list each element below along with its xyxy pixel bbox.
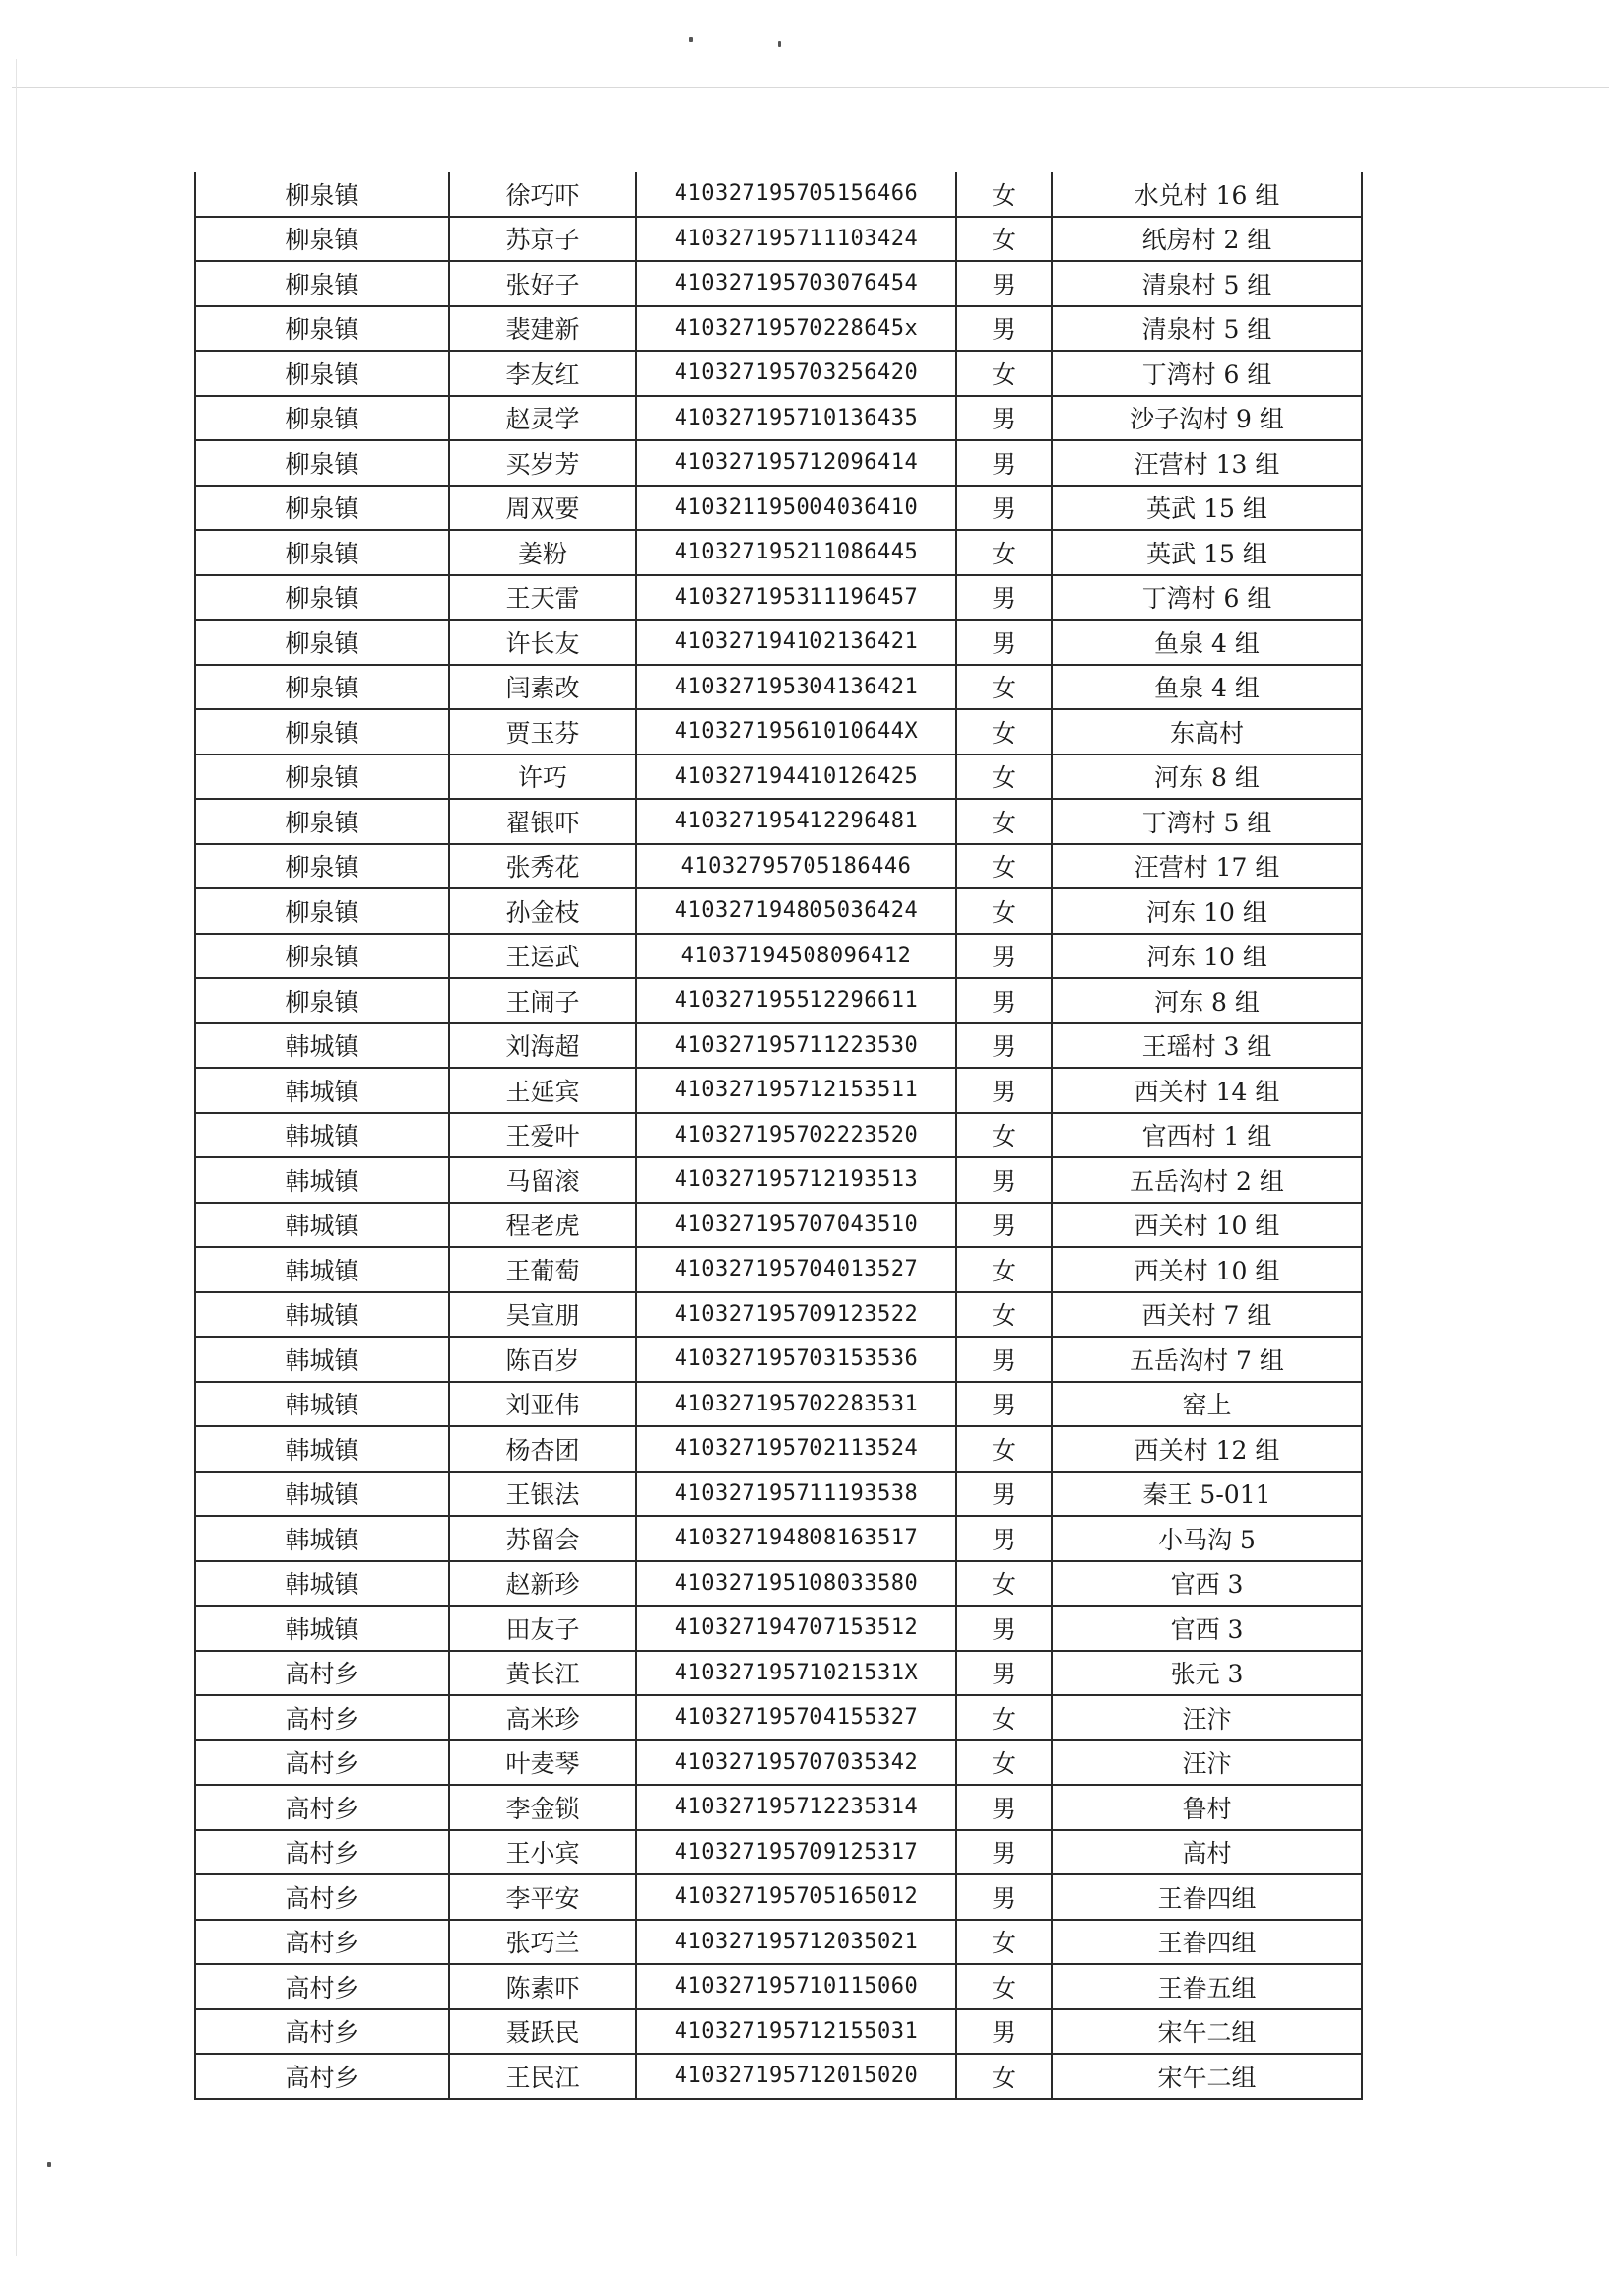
table-row — [195, 709, 1362, 754]
id-number-cell: 410327195705165012 — [636, 1874, 956, 1920]
sex-cell: 男 — [956, 486, 1052, 531]
name-cell: 赵新珍 — [449, 1561, 636, 1607]
id-number-cell: 410327195703153536 — [636, 1337, 956, 1382]
table-row — [195, 172, 1362, 217]
table-row — [195, 1874, 1362, 1920]
table-row — [195, 1651, 1362, 1696]
table-row — [195, 799, 1362, 844]
sex-cell: 女 — [956, 754, 1052, 800]
sex-cell: 男 — [956, 620, 1052, 665]
village-cell: 秦王 5-011 — [1052, 1472, 1362, 1517]
id-number-cell: 410327194102136421 — [636, 620, 956, 665]
village-cell: 宋午二组 — [1052, 2009, 1362, 2055]
table-row — [195, 1964, 1362, 2009]
sex-cell: 男 — [956, 1606, 1052, 1651]
sex-cell: 女 — [956, 888, 1052, 934]
sex-cell: 女 — [956, 172, 1052, 217]
table-row — [195, 1247, 1362, 1292]
sex-cell: 女 — [956, 351, 1052, 396]
name-cell: 田友子 — [449, 1606, 636, 1651]
name-cell: 刘海超 — [449, 1023, 636, 1069]
village-cell: 清泉村 5 组 — [1052, 261, 1362, 306]
table-row — [195, 1561, 1362, 1607]
table-row — [195, 620, 1362, 665]
town-cell: 韩城镇 — [195, 1516, 449, 1561]
village-cell: 河东 10 组 — [1052, 934, 1362, 979]
sex-cell: 男 — [956, 1516, 1052, 1561]
table-row — [195, 665, 1362, 710]
sex-cell: 男 — [956, 1785, 1052, 1830]
id-number-cell: 410327195712193513 — [636, 1157, 956, 1203]
sex-cell: 男 — [956, 1874, 1052, 1920]
sex-cell: 男 — [956, 1157, 1052, 1203]
village-cell: 王瑶村 3 组 — [1052, 1023, 1362, 1069]
id-number-cell: 410327195211086445 — [636, 530, 956, 575]
name-cell: 周双要 — [449, 486, 636, 531]
sex-cell: 女 — [956, 665, 1052, 710]
sex-cell: 女 — [956, 1292, 1052, 1338]
town-cell: 柳泉镇 — [195, 486, 449, 531]
name-cell: 王运武 — [449, 934, 636, 979]
village-cell: 河东 10 组 — [1052, 888, 1362, 934]
sex-cell: 女 — [956, 217, 1052, 262]
village-cell: 西关村 10 组 — [1052, 1247, 1362, 1292]
name-cell: 程老虎 — [449, 1203, 636, 1248]
sex-cell: 女 — [956, 1113, 1052, 1158]
roster-sheet — [194, 172, 1363, 2100]
name-cell: 李友红 — [449, 351, 636, 396]
name-cell: 李金锁 — [449, 1785, 636, 1830]
name-cell: 杨杏团 — [449, 1426, 636, 1472]
name-cell: 赵灵学 — [449, 396, 636, 441]
sex-cell: 男 — [956, 396, 1052, 441]
id-number-cell: 410327195707035342 — [636, 1740, 956, 1786]
sex-cell: 男 — [956, 1068, 1052, 1113]
village-cell: 水兑村 16 组 — [1052, 172, 1362, 217]
village-cell: 官西 3 — [1052, 1561, 1362, 1607]
table-row — [195, 486, 1362, 531]
sex-cell: 女 — [956, 2054, 1052, 2099]
town-cell: 柳泉镇 — [195, 754, 449, 800]
id-number-cell: 410327194808163517 — [636, 1516, 956, 1561]
name-cell: 刘亚伟 — [449, 1382, 636, 1427]
name-cell: 贾玉芬 — [449, 709, 636, 754]
name-cell: 黄长江 — [449, 1651, 636, 1696]
village-cell: 张元 3 — [1052, 1651, 1362, 1696]
village-cell: 王眷五组 — [1052, 1964, 1362, 2009]
table-row — [195, 1382, 1362, 1427]
table-row — [195, 396, 1362, 441]
id-number-cell: 410327195702223520 — [636, 1113, 956, 1158]
village-cell: 王眷四组 — [1052, 1874, 1362, 1920]
id-number-cell: 410327195703256420 — [636, 351, 956, 396]
table-row — [195, 844, 1362, 889]
village-cell: 河东 8 组 — [1052, 978, 1362, 1023]
table-row — [195, 1426, 1362, 1472]
name-cell: 裴建新 — [449, 306, 636, 352]
village-cell: 汪汴 — [1052, 1740, 1362, 1786]
sex-cell: 男 — [956, 934, 1052, 979]
name-cell: 高米珍 — [449, 1695, 636, 1740]
table-row — [195, 1337, 1362, 1382]
id-number-cell: 410327195712096414 — [636, 440, 956, 486]
id-number-cell: 410327195712153511 — [636, 1068, 956, 1113]
village-cell: 东高村 — [1052, 709, 1362, 754]
town-cell: 柳泉镇 — [195, 575, 449, 621]
town-cell: 高村乡 — [195, 2009, 449, 2055]
village-cell: 官西村 1 组 — [1052, 1113, 1362, 1158]
village-cell: 英武 15 组 — [1052, 530, 1362, 575]
town-cell: 柳泉镇 — [195, 396, 449, 441]
village-cell: 五岳沟村 7 组 — [1052, 1337, 1362, 1382]
town-cell: 韩城镇 — [195, 1292, 449, 1338]
village-cell: 高村 — [1052, 1830, 1362, 1875]
id-number-cell: 41032719561010644X — [636, 709, 956, 754]
sex-cell: 女 — [956, 1561, 1052, 1607]
town-cell: 柳泉镇 — [195, 709, 449, 754]
table-row — [195, 530, 1362, 575]
town-cell: 柳泉镇 — [195, 530, 449, 575]
village-cell: 英武 15 组 — [1052, 486, 1362, 531]
sex-cell: 男 — [956, 261, 1052, 306]
town-cell: 韩城镇 — [195, 1337, 449, 1382]
id-number-cell: 410327195711193538 — [636, 1472, 956, 1517]
name-cell: 王民江 — [449, 2054, 636, 2099]
name-cell: 苏京子 — [449, 217, 636, 262]
town-cell: 柳泉镇 — [195, 665, 449, 710]
id-number-cell: 410327195705156466 — [636, 172, 956, 217]
sex-cell: 女 — [956, 1247, 1052, 1292]
town-cell: 柳泉镇 — [195, 978, 449, 1023]
id-number-cell: 410327195707043510 — [636, 1203, 956, 1248]
sex-cell: 女 — [956, 1920, 1052, 1965]
sex-cell: 男 — [956, 1337, 1052, 1382]
name-cell: 叶麦琴 — [449, 1740, 636, 1786]
name-cell: 张巧兰 — [449, 1920, 636, 1965]
id-number-cell: 41032719571021531X — [636, 1651, 956, 1696]
town-cell: 高村乡 — [195, 1740, 449, 1786]
scan-edge-left — [16, 59, 17, 2256]
id-number-cell: 410327195710136435 — [636, 396, 956, 441]
sex-cell: 男 — [956, 1472, 1052, 1517]
town-cell: 韩城镇 — [195, 1606, 449, 1651]
id-number-cell: 410327195311196457 — [636, 575, 956, 621]
town-cell: 韩城镇 — [195, 1426, 449, 1472]
id-number-cell: 410327195512296611 — [636, 978, 956, 1023]
village-cell: 鱼泉 4 组 — [1052, 665, 1362, 710]
town-cell: 柳泉镇 — [195, 844, 449, 889]
town-cell: 高村乡 — [195, 2054, 449, 2099]
table-row — [195, 934, 1362, 979]
name-cell: 翟银吓 — [449, 799, 636, 844]
sex-cell: 男 — [956, 1203, 1052, 1248]
id-number-cell: 410327195702113524 — [636, 1426, 956, 1472]
table-row — [195, 1472, 1362, 1517]
village-cell: 鱼泉 4 组 — [1052, 620, 1362, 665]
name-cell: 陈素吓 — [449, 1964, 636, 2009]
id-number-cell: 41032795705186446 — [636, 844, 956, 889]
village-cell: 王眷四组 — [1052, 1920, 1362, 1965]
village-cell: 西关村 14 组 — [1052, 1068, 1362, 1113]
name-cell: 陈百岁 — [449, 1337, 636, 1382]
town-cell: 高村乡 — [195, 1920, 449, 1965]
name-cell: 闫素改 — [449, 665, 636, 710]
table-row — [195, 1068, 1362, 1113]
table-row — [195, 1113, 1362, 1158]
name-cell: 买岁芳 — [449, 440, 636, 486]
id-number-cell: 41032719570228645x — [636, 306, 956, 352]
town-cell: 柳泉镇 — [195, 261, 449, 306]
name-cell: 苏留会 — [449, 1516, 636, 1561]
sex-cell: 女 — [956, 1740, 1052, 1786]
id-number-cell: 410327195710115060 — [636, 1964, 956, 2009]
id-number-cell: 410327195704155327 — [636, 1695, 956, 1740]
table-row — [195, 1695, 1362, 1740]
table-row — [195, 261, 1362, 306]
id-number-cell: 410327195412296481 — [636, 799, 956, 844]
name-cell: 王延宾 — [449, 1068, 636, 1113]
id-number-cell: 410327194707153512 — [636, 1606, 956, 1651]
town-cell: 韩城镇 — [195, 1023, 449, 1069]
id-number-cell: 410327194410126425 — [636, 754, 956, 800]
town-cell: 柳泉镇 — [195, 799, 449, 844]
name-cell: 吴宣朋 — [449, 1292, 636, 1338]
id-number-cell: 410327195712035021 — [636, 1920, 956, 1965]
town-cell: 柳泉镇 — [195, 172, 449, 217]
town-cell: 韩城镇 — [195, 1157, 449, 1203]
name-cell: 姜粉 — [449, 530, 636, 575]
table-row — [195, 1606, 1362, 1651]
town-cell: 柳泉镇 — [195, 351, 449, 396]
village-cell: 汪营村 17 组 — [1052, 844, 1362, 889]
town-cell: 高村乡 — [195, 1830, 449, 1875]
name-cell: 王葡萄 — [449, 1247, 636, 1292]
village-cell: 丁湾村 5 组 — [1052, 799, 1362, 844]
village-cell: 丁湾村 6 组 — [1052, 575, 1362, 621]
id-number-cell: 410321195004036410 — [636, 486, 956, 531]
town-cell: 韩城镇 — [195, 1382, 449, 1427]
table-row — [195, 978, 1362, 1023]
table-row — [195, 1157, 1362, 1203]
sex-cell: 女 — [956, 799, 1052, 844]
village-cell: 西关村 10 组 — [1052, 1203, 1362, 1248]
table-row — [195, 2009, 1362, 2055]
id-number-cell: 410327195304136421 — [636, 665, 956, 710]
id-number-cell: 410327195712155031 — [636, 2009, 956, 2055]
sex-cell: 男 — [956, 1830, 1052, 1875]
sex-cell: 女 — [956, 844, 1052, 889]
roster-table — [194, 172, 1363, 2100]
id-number-cell: 410327195704013527 — [636, 1247, 956, 1292]
sex-cell: 男 — [956, 575, 1052, 621]
id-number-cell: 410327195712235314 — [636, 1785, 956, 1830]
name-cell: 李平安 — [449, 1874, 636, 1920]
village-cell: 窑上 — [1052, 1382, 1362, 1427]
town-cell: 韩城镇 — [195, 1472, 449, 1517]
village-cell: 西关村 7 组 — [1052, 1292, 1362, 1338]
town-cell: 韩城镇 — [195, 1203, 449, 1248]
sex-cell: 男 — [956, 306, 1052, 352]
sex-cell: 男 — [956, 2009, 1052, 2055]
town-cell: 高村乡 — [195, 1785, 449, 1830]
village-cell: 清泉村 5 组 — [1052, 306, 1362, 352]
id-number-cell: 410327195711103424 — [636, 217, 956, 262]
name-cell: 王爱叶 — [449, 1113, 636, 1158]
table-row — [195, 575, 1362, 621]
table-row — [195, 351, 1362, 396]
scan-speck — [47, 2162, 51, 2167]
sex-cell: 女 — [956, 1695, 1052, 1740]
sex-cell: 女 — [956, 530, 1052, 575]
town-cell: 柳泉镇 — [195, 217, 449, 262]
table-row — [195, 217, 1362, 262]
sex-cell: 男 — [956, 1023, 1052, 1069]
table-row — [195, 440, 1362, 486]
town-cell: 柳泉镇 — [195, 934, 449, 979]
table-row — [195, 1023, 1362, 1069]
sex-cell: 女 — [956, 1426, 1052, 1472]
roster-body — [195, 172, 1362, 2099]
name-cell: 孙金枝 — [449, 888, 636, 934]
table-row — [195, 1920, 1362, 1965]
table-row — [195, 2054, 1362, 2099]
village-cell: 纸房村 2 组 — [1052, 217, 1362, 262]
town-cell: 柳泉镇 — [195, 306, 449, 352]
village-cell: 丁湾村 6 组 — [1052, 351, 1362, 396]
name-cell: 许长友 — [449, 620, 636, 665]
village-cell: 小马沟 5 — [1052, 1516, 1362, 1561]
village-cell: 汪营村 13 组 — [1052, 440, 1362, 486]
id-number-cell: 410327194805036424 — [636, 888, 956, 934]
sex-cell: 男 — [956, 1382, 1052, 1427]
id-number-cell: 410327195709123522 — [636, 1292, 956, 1338]
town-cell: 韩城镇 — [195, 1561, 449, 1607]
table-row — [195, 1516, 1362, 1561]
village-cell: 河东 8 组 — [1052, 754, 1362, 800]
village-cell: 五岳沟村 2 组 — [1052, 1157, 1362, 1203]
name-cell: 王银法 — [449, 1472, 636, 1517]
scan-edge-top — [12, 87, 1609, 88]
town-cell: 高村乡 — [195, 1651, 449, 1696]
table-row — [195, 306, 1362, 352]
village-cell: 汪汴 — [1052, 1695, 1362, 1740]
village-cell: 西关村 12 组 — [1052, 1426, 1362, 1472]
town-cell: 高村乡 — [195, 1964, 449, 2009]
town-cell: 韩城镇 — [195, 1113, 449, 1158]
name-cell: 张好子 — [449, 261, 636, 306]
town-cell: 韩城镇 — [195, 1247, 449, 1292]
table-row — [195, 1292, 1362, 1338]
table-row — [195, 754, 1362, 800]
table-row — [195, 1203, 1362, 1248]
id-number-cell: 410327195702283531 — [636, 1382, 956, 1427]
name-cell: 徐巧吓 — [449, 172, 636, 217]
town-cell: 柳泉镇 — [195, 620, 449, 665]
scan-speck — [689, 37, 693, 42]
id-number-cell: 410327195711223530 — [636, 1023, 956, 1069]
village-cell: 宋午二组 — [1052, 2054, 1362, 2099]
table-row — [195, 1785, 1362, 1830]
id-number-cell: 410327195709125317 — [636, 1830, 956, 1875]
sex-cell: 女 — [956, 709, 1052, 754]
village-cell: 沙子沟村 9 组 — [1052, 396, 1362, 441]
sex-cell: 男 — [956, 1651, 1052, 1696]
village-cell: 官西 3 — [1052, 1606, 1362, 1651]
name-cell: 马留滚 — [449, 1157, 636, 1203]
name-cell: 张秀花 — [449, 844, 636, 889]
name-cell: 聂跃民 — [449, 2009, 636, 2055]
name-cell: 王天雷 — [449, 575, 636, 621]
town-cell: 韩城镇 — [195, 1068, 449, 1113]
id-number-cell: 410327195108033580 — [636, 1561, 956, 1607]
name-cell: 王小宾 — [449, 1830, 636, 1875]
id-number-cell: 4103719450809​6412 — [636, 934, 956, 979]
sex-cell: 男 — [956, 978, 1052, 1023]
sex-cell: 女 — [956, 1964, 1052, 2009]
id-number-cell: 410327195703076454 — [636, 261, 956, 306]
sex-cell: 男 — [956, 440, 1052, 486]
name-cell: 王闹子 — [449, 978, 636, 1023]
name-cell: 许巧 — [449, 754, 636, 800]
id-number-cell: 410327195712015020 — [636, 2054, 956, 2099]
table-row — [195, 1740, 1362, 1786]
town-cell: 柳泉镇 — [195, 888, 449, 934]
table-row — [195, 1830, 1362, 1875]
scan-speck — [778, 41, 781, 47]
town-cell: 柳泉镇 — [195, 440, 449, 486]
table-row — [195, 888, 1362, 934]
town-cell: 高村乡 — [195, 1695, 449, 1740]
town-cell: 高村乡 — [195, 1874, 449, 1920]
village-cell: 鲁村 — [1052, 1785, 1362, 1830]
